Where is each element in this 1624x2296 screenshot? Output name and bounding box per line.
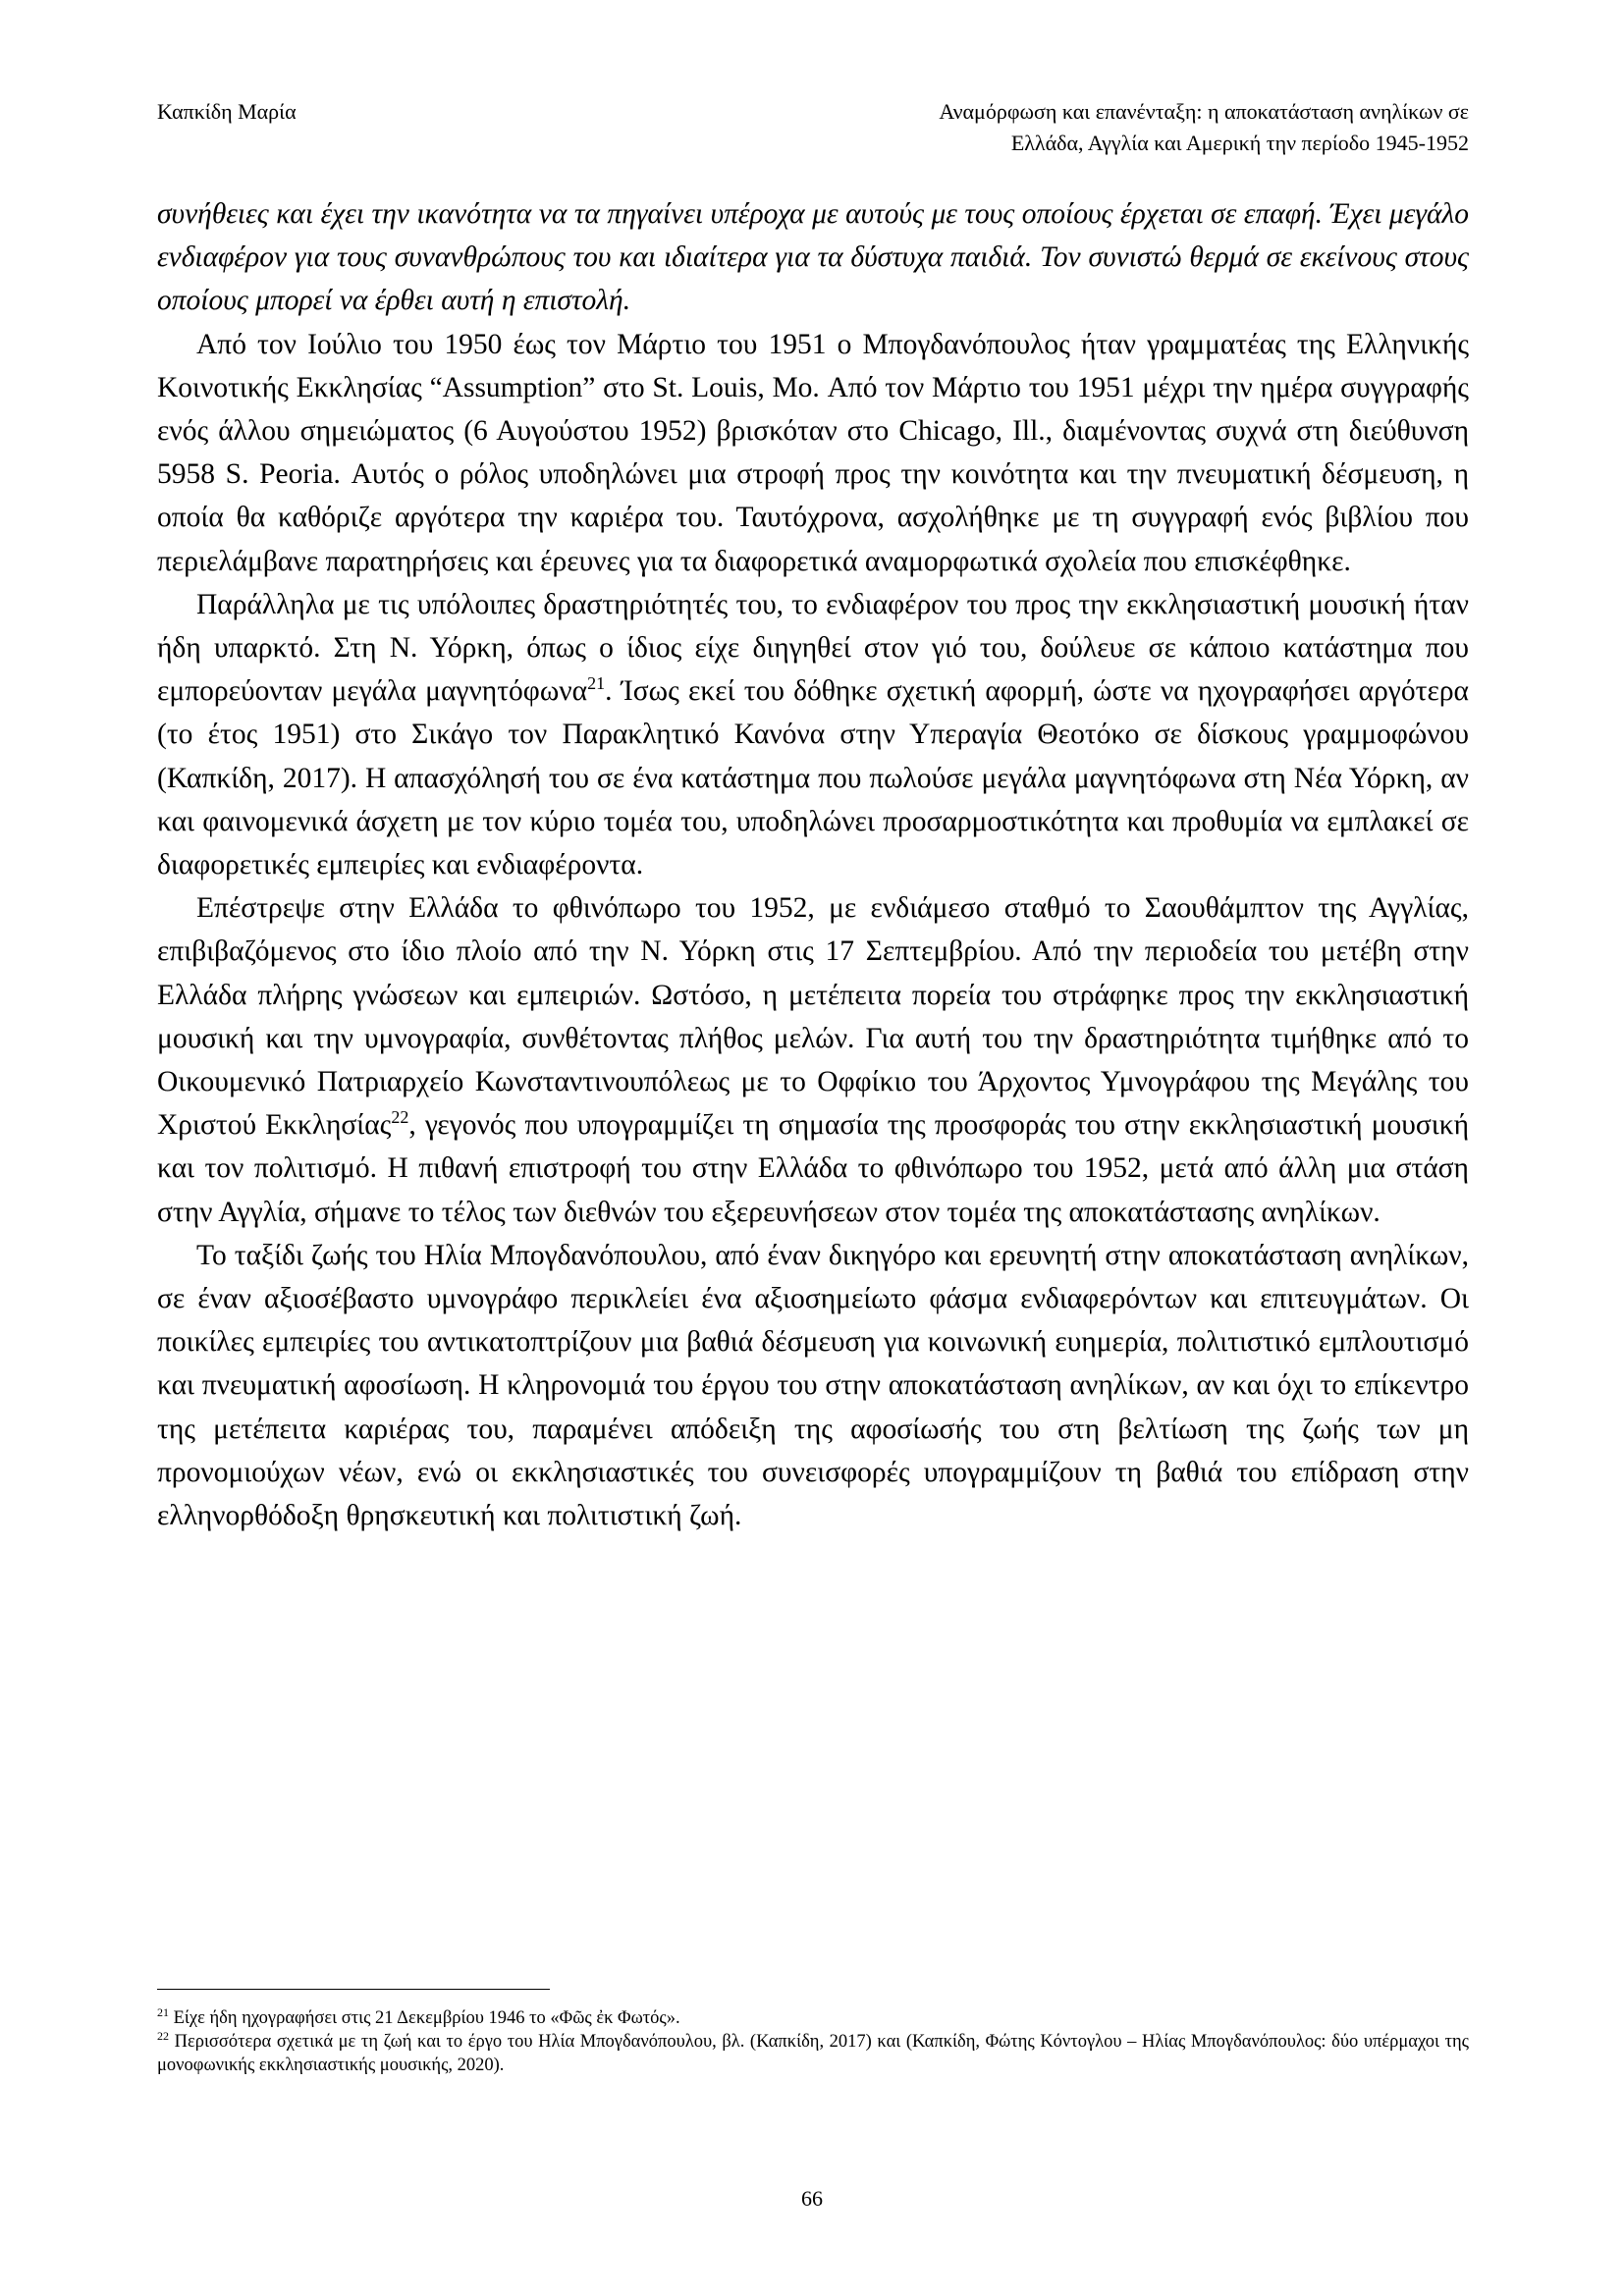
footnote-ref-22[interactable]: 22 (391, 1107, 409, 1128)
paragraph-church-music (157, 583, 1469, 886)
paragraph-text: Παράλληλα με τις υπόλοιπες δραστηριότητές του, το ενδιαφέρον του προς την εκκλησιαστική μουσική ήταν ήδη υπαρκτό. Στη Ν. Υόρκη, όπως ο ίδιος είχε διηγηθεί στον γιό του, δούλευε σε κάποιο κατάστημα που εμπορεύονταν μεγάλα μαγνητόφωνα (157, 588, 1469, 708)
paragraph-letter-quote: συνήθειες και έχει την ικανότητα να τα πηγαίνει υπέροχα με αυτούς με τους οποίους έρχεται σε επαφή. Έχει μεγάλο ενδιαφέρον για τους συνανθρώπους του και ιδιαίτερα για τα δύστυχα παιδιά. Τον συνιστώ θερμά σε εκείνους στους οποίους μπορεί να έρθει αυτή η επιστολή. (157, 198, 1469, 317)
paragraph-text: , γεγονός που υπογραμμίζει τη σημασία της προσφοράς του στην εκκλησιαστική μουσική και τον πολιτισμό. Η πιθανή επιστροφή του στην Ελλάδα το φθινόπωρο του 1952, μετά από άλλη μια στάση στην Αγγλία, σήμανε το τέλος των διεθνών του εξερευνήσεων στον τομέα της αποκατάστασης ανηλίκων. (157, 1109, 1469, 1228)
header-author: Καπκίδη Μαρία (157, 99, 297, 124)
paragraph-life-journey: Το ταξίδι ζωής του Ηλία Μπογδανόπουλου, από έναν δικηγόρο και ερευνητή στην αποκατάσταση ανηλίκων, σε έναν αξιοσέβαστο υμνογράφο περικλείει ένα αξιοσημείωτο φάσμα ενδιαφερόντων και επιτευγμάτων. Οι ποικίλες εμπειρίες του αντικατοπτρίζουν μια βαθιά δέσμευση για κοινωνική ευημερία, πολιτιστικό εμπλουτισμό και πνευματική αφοσίωση. Η κληρονομιά του έργου του στην αποκατάσταση ανηλίκων, αν και όχι το επίκεντρο της μετέπειτα καριέρας του, παραμένει απόδειξη της αφοσίωσής του στη βελτίωση της ζωής των μη προνομιούχων νέων, ενώ οι εκκλησιαστικές του συνεισφορές υπογραμμίζουν τη βαθιά του επίδραση στην ελληνορθόδοξη θρησκευτική και πολιτιστική ζωή. (157, 1239, 1469, 1532)
paragraph-st-louis-chicago: Από τον Ιούλιο του 1950 έως τον Μάρτιο του 1951 ο Μπογδανόπουλος ήταν γραμματέας της Ελληνικής Κοινοτικής Εκκλησίας “Assumption” στο St. Louis, Mo. Από τον Μάρτιο του 1951 μέχρι την ημέρα συγγραφής ενός άλλου σημειώματος (6 Αυγούστου 1952) βρισκόταν στο Chicago, Ill., διαμένοντας συχνά στη διεύθυνση 5958 S. Peoria. Αυτός ο ρόλος υποδηλώνει μια στροφή προς την κοινότητα και την πνευματική δέσμευση, η οποία θα καθόριζε αργότερα την καριέρα του. Ταυτόχρονα, ασχολήθηκε με τη συγγραφή ενός βιβλίου που περιελάμβανε παρατηρήσεις και έρευνες για τα διαφορετικά αναμορφωτικά σχολεία που επισκέφθηκε. (157, 328, 1469, 577)
header-title (939, 96, 1469, 159)
footnote-22 (157, 2030, 1469, 2077)
footnote-number: 22 (157, 2028, 169, 2043)
page-number: 66 (801, 2186, 823, 2211)
footnote-text: Είχε ήδη ηχογραφήσει στις 21 Δεκεμβρίου 1946 το «Φῶς ἐκ Φωτός». (173, 2008, 680, 2028)
paragraph-text: Επέστρεψε στην Ελλάδα το φθινόπωρο του 1952, με ενδιάμεσο σταθμό το Σαουθάμπτον της Αγγλίας, επιβιβαζόμενος στο ίδιο πλοίο από την Ν. Υόρκη στις 17 Σεπτεμβρίου. Από την περιοδεία του μετέβη στην Ελλάδα πλήρης γνώσεων και εμπειριών. Ωστόσο, η μετέπειτα πορεία του στράφηκε προς την εκκλησιαστική μουσική και την υμνογραφία, συνθέτοντας πλήθος μελών. Για αυτή του την δραστηριότητα τιμήθηκε από το Οικουμενικό Πατριαρχείο Κωνσταντινουπόλεως με το Οφφίκιο του Άρχοντος Υμνογράφου της Μεγάλης του Χριστού Εκκλησίας (157, 892, 1469, 1142)
footnote-21 (157, 2006, 1469, 2030)
footnote-separator (157, 1989, 550, 1990)
paragraph-text: . Ίσως εκεί του δόθηκε σχετική αφορμή, ώστε να ηχογραφήσει αργότερα (το έτος 1951) στο Σικάγο τον Παρακλητικό Κανόνα στην Υπεραγία Θεοτόκο σε δίσκους γραμμοφώνου (Καπκίδη, 2017). Η απασχόλησή του σε ένα κατάστημα που πωλούσε μεγάλα μαγνητόφωνα στη Νέα Υόρκη, αν και φαινομενικά άσχετη με τον κύριο τομέα του, υποδηλώνει προσαρμοστικότητα και προθυμία να εμπλακεί σε διαφορετικές εμπειρίες και ενδιαφέροντα. (157, 675, 1470, 881)
footnote-ref-21[interactable]: 21 (587, 673, 606, 694)
main-text (157, 192, 1469, 1537)
footnotes (157, 2006, 1469, 2077)
paragraph-return-greece (157, 886, 1469, 1234)
header-title-line1: Αναμόρφωση και επανένταξη: η αποκατάσταση ανηλίκων σε (939, 99, 1469, 124)
footnote-text: Περισσότερα σχετικά με τη ζωή και το έργο του Ηλία Μπογδανόπουλου, βλ. (Καπκίδη, 2017) και (Καπκίδη, Φώτης Κόντογλου – Ηλίας Μπογδανόπουλος: δύο υπέρμαχοι της μονοφωνικής εκκλησιαστικής μουσικής, 2020). (157, 2032, 1470, 2075)
header-title-line2: Ελλάδα, Αγγλία και Αμερική την περίοδο 1945-1952 (1010, 131, 1469, 155)
footnote-number: 21 (157, 2004, 169, 2019)
